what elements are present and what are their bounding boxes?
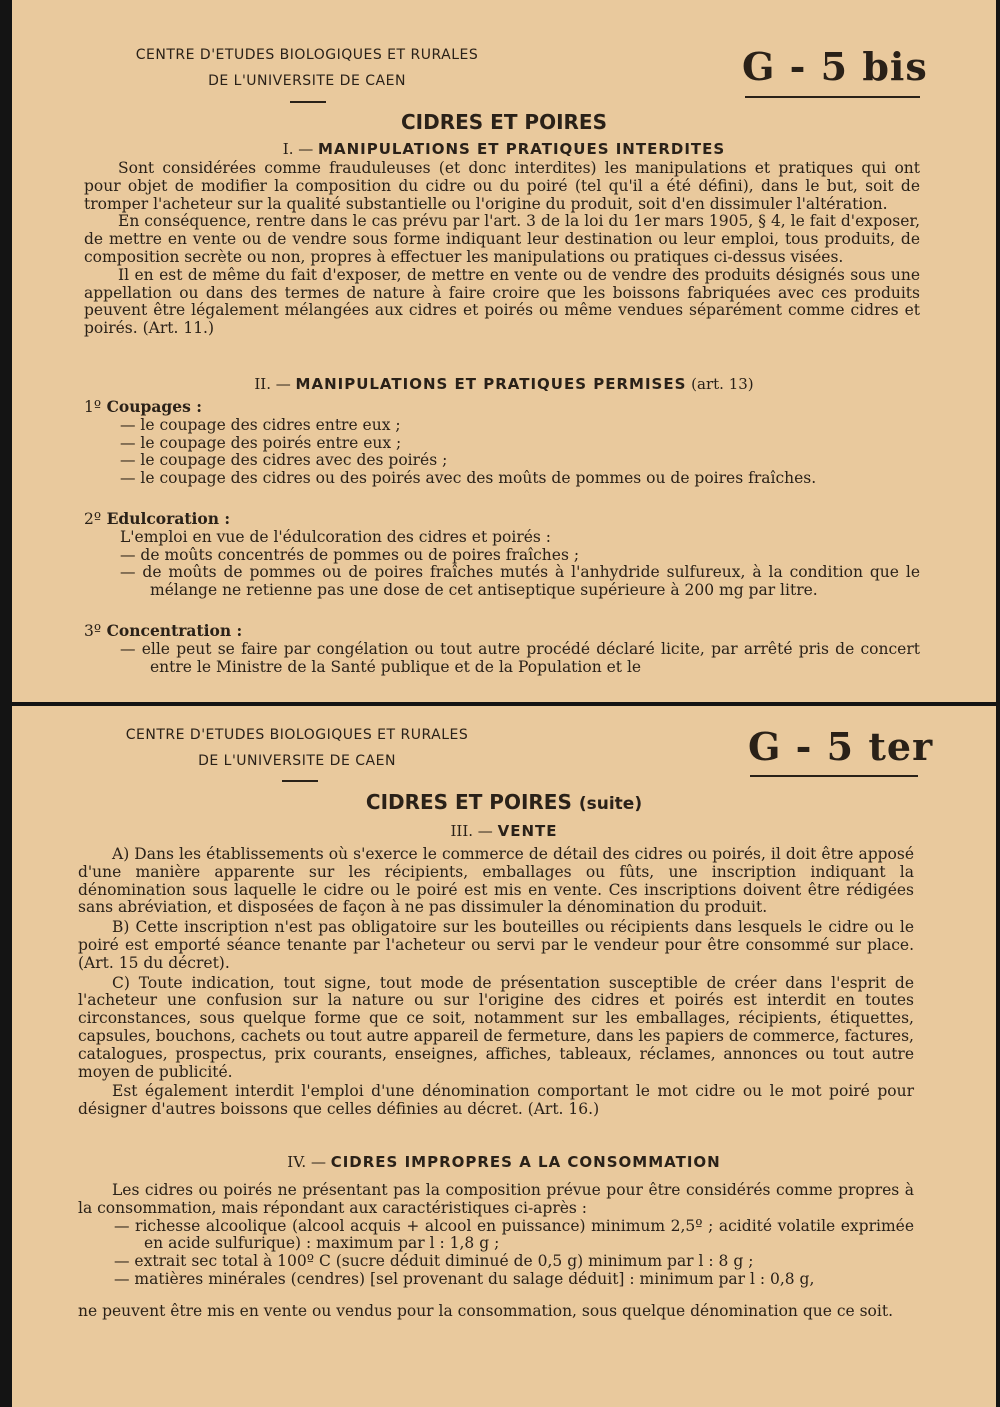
code-underline [745,96,920,98]
list-item: — le coupage des cidres entre eux ; [120,415,401,434]
section-heading-3 [12,822,996,840]
section-number: II. — [254,375,291,393]
subheading-coupages: 1º Coupages : [84,397,202,416]
document-card-g5bis [12,0,996,702]
code-underline [750,775,918,777]
institution-header [92,722,502,774]
conclusion-paragraph: ne peuvent être mis en vente ou vendus pour la consommation, sous quelque dénomination que ce soit. [78,1301,893,1320]
paragraph: C) Toute indication, tout signe, tout mode de présentation susceptible de créer dans l'esprit de l'acheteur une confusion sur la nature ou sur l'origine des cidres et poirés est interdit en toutes circonstances, sous quelque forme que ce soit, notamment sur les emballages, récipients, étiquettes, capsules, bouchons, cachets ou tout autre appareil de fermeture, dans les papiers de commerce, factures, catalogues, prospectus, prix courants, enseignes, affiches, tableaux, réclames, annonces ou tout autre moyen de publicité. [78,973,914,1081]
institution-header [102,42,512,94]
document-card-g5ter [12,706,996,1407]
page-title: CIDRES ET POIRES (suite) [365,790,643,814]
list-item: — le coupage des cidres avec des poirés ; [120,451,448,470]
section-4-body [78,1182,914,1321]
document-code: G - 5 bis [742,44,928,89]
paragraph: En conséquence, rentre dans le cas prévu par l'art. 3 de la loi du 1er mars 1905, § 4, le fait d'exposer, de mettre en vente ou de vendre sous forme indiquant leur destination ou leur emploi, tous produits, de composition secrète ou non, propres à effectuer les manipulations ou pratiques ci-dessus visées. [84,212,920,266]
paragraph: Il en est de même du fait d'exposer, de mettre en vente ou de vendre des produits désignés sous une appellation ou dans des termes de nature à faire croire que les boissons fabriquées avec ces produits peuvent être légalement mélangées aux cidres et poirés ou même vendues séparément comme cidres et poirés. (Art. 11.) [84,265,920,338]
section-heading-2 [12,375,996,393]
section-heading-1 [12,140,996,158]
header-line-1: CENTRE D'ETUDES BIOLOGIQUES ET RURALES [125,727,469,743]
subheading-concentration: 3º Concentration : [84,621,243,640]
list-item: — de moûts de pommes ou de poires fraîches mutés à l'anhydride sulfureux, à la condition que le mélange ne retienne pas une dose de cet antiseptique supérieure à 200 mg par litre. [120,563,920,600]
section-3-body [78,846,914,1121]
list-item: — elle peut se faire par congélation ou tout autre procédé déclaré licite, par arrêté pris de concert entre le Ministre de la Santé publique et de la Population et le [120,639,920,676]
section-heading-4 [12,1153,996,1171]
list-item: — de moûts concentrés de pommes ou de poires fraîches ; [120,545,580,564]
list-item: — le coupage des cidres ou des poirés avec des moûts de pommes ou de poires fraîches. [120,469,817,488]
coupages-block [84,398,920,488]
page-title: CIDRES ET POIRES [401,110,607,134]
list-item: — extrait sec total à 100º C (sucre déduit diminué de 0,5 g) minimum par l : 8 g ; [114,1252,754,1271]
paragraph: Les cidres ou poirés ne présentant pas la composition prévue pour être considérés comme propres à la consommation, mais répondant aux caractéristiques ci-après : [78,1181,914,1217]
list-item: — matières minérales (cendres) [sel provenant du salage déduit] : minimum par l : 0,8 g, [114,1269,815,1288]
header-divider [290,101,326,103]
list-intro: L'emploi en vue de l'édulcoration des cidres et poirés : [120,527,552,546]
list-item: — le coupage des poirés entre eux ; [120,433,402,452]
header-line-2: DE L'UNIVERSITE DE CAEN [208,73,406,89]
section-title: CIDRES IMPROPRES A LA CONSOMMATION [330,1153,721,1171]
section-title: VENTE [497,822,558,840]
paragraph: Est également interdit l'emploi d'une dénomination comportant le mot cidre ou le mot poiré pour désigner d'autres boissons que celles définies au décret. (Art. 16.) [78,1082,914,1119]
section-title: MANIPULATIONS ET PRATIQUES INTERDITES [318,140,726,158]
concentration-block [84,622,920,676]
paragraph: Sont considérées comme frauduleuses (et donc interdites) les manipulations et pratiques qui ont pour objet de modifier la composition du cidre ou du poiré (tel qu'il a été défini), dans le but, soit de tromper l'acheteur sur la qualité substantielle ou l'origine du produit, soit d'en dissimuler l'altération. [84,159,920,213]
section-1-body [84,160,920,338]
section-title: MANIPULATIONS ET PRATIQUES PERMISES [295,375,687,393]
section-number: IV. — [287,1153,326,1171]
paragraph: B) Cette inscription n'est pas obligatoire sur les bouteilles ou récipients dans lesquels le cidre ou le poiré est emporté séance tenante par l'acheteur ou servi par le vendeur pour être consommé sur place. (Art. 15 du décret). [78,918,914,972]
header-line-2: DE L'UNIVERSITE DE CAEN [198,753,396,769]
paragraph: A) Dans les établissements où s'exerce le commerce de détail des cidres ou poirés, il doit être apposé d'une manière apparente sur les récipients, emballages ou fûts, une inscription indiquant la dénomination sous laquelle le cidre ou le poiré est mis en vente. Ces inscriptions doivent être rédigées sans abréviation, et disposées de façon à ne pas dissimuler la dénomination du produit. [78,845,914,917]
header-line-1: CENTRE D'ETUDES BIOLOGIQUES ET RURALES [135,47,479,63]
document-code: G - 5 ter [748,724,934,769]
list-item: — richesse alcoolique (alcool acquis + alcool en puissance) minimum 2,5º ; acidité volatile exprimée en acide sulfurique) : maximum par l : 1,8 g ; [114,1216,914,1253]
subheading-edulcoration: 2º Edulcoration : [84,509,231,528]
section-number: III. — [450,822,493,840]
header-divider [282,780,318,782]
section-number: I. — [282,140,314,158]
edulcoration-block [84,510,920,600]
title-suffix: (suite) [578,794,643,814]
article-reference: (art. 13) [691,375,754,393]
